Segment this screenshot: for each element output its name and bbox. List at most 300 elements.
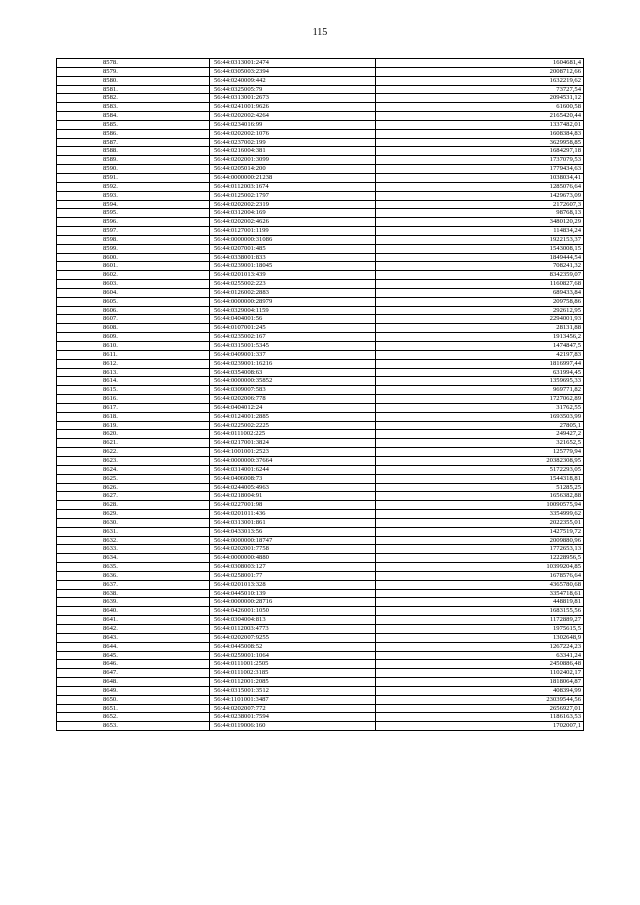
cadastral-number-cell: 56:44:0433013:56 bbox=[210, 527, 376, 536]
table-row bbox=[57, 403, 584, 412]
cadastral-number-cell: 56:44:0202007:9255 bbox=[210, 633, 376, 642]
cadastral-value-cell: 2022355,01 bbox=[376, 518, 584, 527]
cadastral-value-cell: 51285,25 bbox=[376, 483, 584, 492]
cadastral-number-cell: 56:44:0238001:7594 bbox=[210, 713, 376, 722]
cadastral-value-cell: 20382308,95 bbox=[376, 456, 584, 465]
cadastral-number-cell: 56:44:0241001:9626 bbox=[210, 103, 376, 112]
cadastral-number-cell: 56:44:0125002:1797 bbox=[210, 191, 376, 200]
table-row bbox=[57, 306, 584, 315]
row-number-cell: 8602. bbox=[57, 271, 210, 280]
cadastral-value-cell: 1779434,63 bbox=[376, 165, 584, 174]
cadastral-value-cell: 63341,24 bbox=[376, 651, 584, 660]
cadastral-number-cell: 56:44:0309007:583 bbox=[210, 386, 376, 395]
cadastral-value-cell: 2009880,96 bbox=[376, 536, 584, 545]
cadastral-value-cell: 1285076,64 bbox=[376, 182, 584, 191]
row-number-cell: 8586. bbox=[57, 129, 210, 138]
cadastral-value-cell: 1772653,13 bbox=[376, 545, 584, 554]
cadastral-number-cell: 56:44:0404001:56 bbox=[210, 315, 376, 324]
row-number-cell: 8642. bbox=[57, 625, 210, 634]
table-row bbox=[57, 235, 584, 244]
table-row bbox=[57, 182, 584, 191]
row-number-cell: 8621. bbox=[57, 439, 210, 448]
cadastral-value-cell: 3629958,85 bbox=[376, 138, 584, 147]
cadastral-number-cell: 56:44:0225002:2225 bbox=[210, 421, 376, 430]
row-number-cell: 8609. bbox=[57, 333, 210, 342]
cadastral-value-cell: 2172607,3 bbox=[376, 200, 584, 209]
cadastral-value-cell: 1604681,4 bbox=[376, 59, 584, 68]
table-row bbox=[57, 103, 584, 112]
row-number-cell: 8640. bbox=[57, 607, 210, 616]
table-row bbox=[57, 342, 584, 351]
table-row bbox=[57, 156, 584, 165]
table-row bbox=[57, 280, 584, 289]
table-row bbox=[57, 147, 584, 156]
cadastral-value-cell: 2656927,01 bbox=[376, 704, 584, 713]
table-row bbox=[57, 510, 584, 519]
cadastral-number-cell: 56:44:0305003:2394 bbox=[210, 67, 376, 76]
table-row bbox=[57, 580, 584, 589]
row-number-cell: 8633. bbox=[57, 545, 210, 554]
cadastral-number-cell: 56:44:0201011:436 bbox=[210, 510, 376, 519]
row-number-cell: 8580. bbox=[57, 76, 210, 85]
row-number-cell: 8623. bbox=[57, 456, 210, 465]
cadastral-number-cell: 56:44:0111002:3185 bbox=[210, 669, 376, 678]
cadastral-number-cell: 56:44:0329004:1159 bbox=[210, 306, 376, 315]
table-row bbox=[57, 67, 584, 76]
row-number-cell: 8610. bbox=[57, 342, 210, 351]
cadastral-number-cell: 56:44:0217001:3824 bbox=[210, 439, 376, 448]
cadastral-number-cell: 56:44:0313001:2474 bbox=[210, 59, 376, 68]
table-row bbox=[57, 297, 584, 306]
table-row bbox=[57, 430, 584, 439]
row-number-cell: 8644. bbox=[57, 642, 210, 651]
row-number-cell: 8579. bbox=[57, 67, 210, 76]
cadastral-value-cell: 1693503,99 bbox=[376, 412, 584, 421]
cadastral-value-cell: 2294001,93 bbox=[376, 315, 584, 324]
cadastral-value-cell: 1922153,37 bbox=[376, 235, 584, 244]
cadastral-value-cell: 209758,86 bbox=[376, 297, 584, 306]
row-number-cell: 8593. bbox=[57, 191, 210, 200]
cadastral-value-cell: 1683155,56 bbox=[376, 607, 584, 616]
row-number-cell: 8620. bbox=[57, 430, 210, 439]
cadastral-number-cell: 56:44:0000000:35852 bbox=[210, 377, 376, 386]
cadastral-number-cell: 56:44:0127001:1199 bbox=[210, 227, 376, 236]
table-row bbox=[57, 368, 584, 377]
cadastral-value-cell: 2008712,66 bbox=[376, 67, 584, 76]
cadastral-value-cell: 292612,95 bbox=[376, 306, 584, 315]
cadastral-value-cell: 1359695,33 bbox=[376, 377, 584, 386]
cadastral-number-cell: 56:44:0119006:160 bbox=[210, 722, 376, 731]
table-row bbox=[57, 112, 584, 121]
table-row bbox=[57, 386, 584, 395]
table-row bbox=[57, 678, 584, 687]
table-row bbox=[57, 642, 584, 651]
cadastral-value-cell: 98768,13 bbox=[376, 209, 584, 218]
cadastral-value-cell: 23039544,56 bbox=[376, 695, 584, 704]
cadastral-number-cell: 56:44:0000000:28716 bbox=[210, 598, 376, 607]
cadastral-number-cell: 56:44:0325005:79 bbox=[210, 85, 376, 94]
cadastral-value-cell: 1544318,81 bbox=[376, 474, 584, 483]
row-number-cell: 8628. bbox=[57, 501, 210, 510]
cadastral-number-cell: 56:44:0112003:4773 bbox=[210, 625, 376, 634]
cadastral-value-cell: 114834,24 bbox=[376, 227, 584, 236]
cadastral-number-cell: 56:44:0202006:778 bbox=[210, 395, 376, 404]
row-number-cell: 8614. bbox=[57, 377, 210, 386]
cadastral-value-cell: 1102402,17 bbox=[376, 669, 584, 678]
cadastral-value-cell: 1160827,68 bbox=[376, 280, 584, 289]
cadastral-number-cell: 56:44:0445010:139 bbox=[210, 589, 376, 598]
row-number-cell: 8581. bbox=[57, 85, 210, 94]
cadastral-number-cell: 56:44:0202002:1076 bbox=[210, 129, 376, 138]
cadastral-value-cell: 1975615,5 bbox=[376, 625, 584, 634]
row-number-cell: 8646. bbox=[57, 660, 210, 669]
cadastral-number-cell: 56:44:0202002:2319 bbox=[210, 200, 376, 209]
row-number-cell: 8626. bbox=[57, 483, 210, 492]
cadastral-value-cell: 1632219,62 bbox=[376, 76, 584, 85]
table-row bbox=[57, 324, 584, 333]
table-row bbox=[57, 554, 584, 563]
cadastral-value-cell: 73727,54 bbox=[376, 85, 584, 94]
cadastral-number-cell: 56:44:0201013:439 bbox=[210, 271, 376, 280]
table-row bbox=[57, 704, 584, 713]
cadastral-value-cell: 1172889,27 bbox=[376, 616, 584, 625]
table-row bbox=[57, 333, 584, 342]
cadastral-number-cell: 56:44:0409001:337 bbox=[210, 350, 376, 359]
table-row bbox=[57, 545, 584, 554]
table-row bbox=[57, 218, 584, 227]
cadastral-value-cell: 1737079,53 bbox=[376, 156, 584, 165]
table-row bbox=[57, 253, 584, 262]
cadastral-value-cell: 3354718,61 bbox=[376, 589, 584, 598]
row-number-cell: 8597. bbox=[57, 227, 210, 236]
cadastral-value-cell: 1038034,41 bbox=[376, 173, 584, 182]
row-number-cell: 8622. bbox=[57, 448, 210, 457]
cadastral-value-cell: 3354999,62 bbox=[376, 510, 584, 519]
cadastral-number-cell: 56:44:0202001:7758 bbox=[210, 545, 376, 554]
table-row bbox=[57, 412, 584, 421]
cadastral-value-cell: 61600,58 bbox=[376, 103, 584, 112]
row-number-cell: 8635. bbox=[57, 563, 210, 572]
row-number-cell: 8594. bbox=[57, 200, 210, 209]
table-row bbox=[57, 695, 584, 704]
table-row bbox=[57, 421, 584, 430]
cadastral-value-cell: 28131,88 bbox=[376, 324, 584, 333]
row-number-cell: 8585. bbox=[57, 120, 210, 129]
row-number-cell: 8598. bbox=[57, 235, 210, 244]
cadastral-number-cell: 56:44:0000000:31086 bbox=[210, 235, 376, 244]
row-number-cell: 8608. bbox=[57, 324, 210, 333]
cadastral-value-cell: 1684297,18 bbox=[376, 147, 584, 156]
row-number-cell: 8643. bbox=[57, 633, 210, 642]
cadastral-number-cell: 56:44:0126002:2883 bbox=[210, 288, 376, 297]
cadastral-number-cell: 56:44:0207001:485 bbox=[210, 244, 376, 253]
cadastral-number-cell: 56:44:0240009:442 bbox=[210, 76, 376, 85]
cadastral-value-cell: 408394,99 bbox=[376, 686, 584, 695]
row-number-cell: 8601. bbox=[57, 262, 210, 271]
cadastral-value-cell: 1267224,23 bbox=[376, 642, 584, 651]
cadastral-value-cell: 1913456,2 bbox=[376, 333, 584, 342]
row-number-cell: 8627. bbox=[57, 492, 210, 501]
cadastral-value-cell: 1727062,89 bbox=[376, 395, 584, 404]
cadastral-value-cell: 1427519,72 bbox=[376, 527, 584, 536]
table-body bbox=[57, 59, 584, 731]
table-row bbox=[57, 474, 584, 483]
cadastral-value-cell: 27805,1 bbox=[376, 421, 584, 430]
cadastral-number-cell: 56:44:0000000:18747 bbox=[210, 536, 376, 545]
row-number-cell: 8652. bbox=[57, 713, 210, 722]
table-row bbox=[57, 288, 584, 297]
cadastral-value-cell: 5172293,05 bbox=[376, 465, 584, 474]
table-row bbox=[57, 492, 584, 501]
table-row bbox=[57, 518, 584, 527]
table-row bbox=[57, 200, 584, 209]
cadastral-number-cell: 56:44:0445008:52 bbox=[210, 642, 376, 651]
cadastral-value-cell: 4365780,68 bbox=[376, 580, 584, 589]
cadastral-value-cell: 2165420,44 bbox=[376, 112, 584, 121]
row-number-cell: 8603. bbox=[57, 280, 210, 289]
cadastral-value-cell: 1608384,83 bbox=[376, 129, 584, 138]
table-row bbox=[57, 244, 584, 253]
cadastral-value-cell: 1543008,15 bbox=[376, 244, 584, 253]
cadastral-value-cell: 1849444,54 bbox=[376, 253, 584, 262]
cadastral-number-cell: 56:44:0235002:167 bbox=[210, 333, 376, 342]
table-row bbox=[57, 527, 584, 536]
row-number-cell: 8607. bbox=[57, 315, 210, 324]
cadastral-number-cell: 56:44:0338001:833 bbox=[210, 253, 376, 262]
table-row bbox=[57, 359, 584, 368]
cadastral-number-cell: 56:44:0237002:199 bbox=[210, 138, 376, 147]
table-row bbox=[57, 271, 584, 280]
row-number-cell: 8629. bbox=[57, 510, 210, 519]
cadastral-number-cell: 56:44:0201013:328 bbox=[210, 580, 376, 589]
row-number-cell: 8650. bbox=[57, 695, 210, 704]
cadastral-value-cell: 1429673,09 bbox=[376, 191, 584, 200]
row-number-cell: 8651. bbox=[57, 704, 210, 713]
row-number-cell: 8590. bbox=[57, 165, 210, 174]
cadastral-value-cell: 31762,55 bbox=[376, 403, 584, 412]
cadastral-value-cell: 42197,83 bbox=[376, 350, 584, 359]
table-row bbox=[57, 129, 584, 138]
row-number-cell: 8632. bbox=[57, 536, 210, 545]
table-row bbox=[57, 120, 584, 129]
cadastral-number-cell: 56:44:0111002:225 bbox=[210, 430, 376, 439]
cadastral-value-cell: 2094531,12 bbox=[376, 94, 584, 103]
cadastral-number-cell: 56:44:0239001:16216 bbox=[210, 359, 376, 368]
cadastral-value-cell: 631994,45 bbox=[376, 368, 584, 377]
cadastral-value-cell: 1302648,9 bbox=[376, 633, 584, 642]
row-number-cell: 8634. bbox=[57, 554, 210, 563]
cadastral-value-cell: 1816997,44 bbox=[376, 359, 584, 368]
table-row bbox=[57, 616, 584, 625]
cadastral-number-cell: 56:44:0202002:4626 bbox=[210, 218, 376, 227]
cadastral-value-cell: 8342359,07 bbox=[376, 271, 584, 280]
cadastral-value-cell: 689433,84 bbox=[376, 288, 584, 297]
table-row bbox=[57, 713, 584, 722]
cadastral-number-cell: 56:44:0313001:2673 bbox=[210, 94, 376, 103]
row-number-cell: 8605. bbox=[57, 297, 210, 306]
cadastral-value-cell: 1337482,01 bbox=[376, 120, 584, 129]
cadastral-number-cell: 56:44:0107001:245 bbox=[210, 324, 376, 333]
cadastral-value-cell: 12228956,5 bbox=[376, 554, 584, 563]
table-row bbox=[57, 633, 584, 642]
table-row bbox=[57, 598, 584, 607]
cadastral-number-cell: 56:44:0000000:37664 bbox=[210, 456, 376, 465]
row-number-cell: 8637. bbox=[57, 580, 210, 589]
row-number-cell: 8645. bbox=[57, 651, 210, 660]
row-number-cell: 8599. bbox=[57, 244, 210, 253]
table-row bbox=[57, 76, 584, 85]
row-number-cell: 8638. bbox=[57, 589, 210, 598]
row-number-cell: 8641. bbox=[57, 616, 210, 625]
cadastral-number-cell: 56:44:0000000:4880 bbox=[210, 554, 376, 563]
row-number-cell: 8611. bbox=[57, 350, 210, 359]
cadastral-number-cell: 56:44:1101001:3487 bbox=[210, 695, 376, 704]
cadastral-number-cell: 56:44:0216004:381 bbox=[210, 147, 376, 156]
row-number-cell: 8591. bbox=[57, 173, 210, 182]
row-number-cell: 8631. bbox=[57, 527, 210, 536]
cadastral-number-cell: 56:44:0354008:63 bbox=[210, 368, 376, 377]
table-row bbox=[57, 465, 584, 474]
table-row bbox=[57, 483, 584, 492]
table-row bbox=[57, 191, 584, 200]
cadastral-number-cell: 56:44:0244005:4963 bbox=[210, 483, 376, 492]
table-row bbox=[57, 686, 584, 695]
cadastral-number-cell: 56:44:0112003:1674 bbox=[210, 182, 376, 191]
row-number-cell: 8615. bbox=[57, 386, 210, 395]
table-row bbox=[57, 315, 584, 324]
cadastral-value-cell: 448819,81 bbox=[376, 598, 584, 607]
row-number-cell: 8639. bbox=[57, 598, 210, 607]
table-row bbox=[57, 173, 584, 182]
table-row bbox=[57, 138, 584, 147]
row-number-cell: 8582. bbox=[57, 94, 210, 103]
row-number-cell: 8649. bbox=[57, 686, 210, 695]
table-row bbox=[57, 501, 584, 510]
table-row bbox=[57, 722, 584, 731]
table-row bbox=[57, 660, 584, 669]
cadastral-value-cell: 1186163,53 bbox=[376, 713, 584, 722]
cadastral-number-cell: 56:44:0234016:99 bbox=[210, 120, 376, 129]
cadastral-number-cell: 56:44:0205014:200 bbox=[210, 165, 376, 174]
row-number-cell: 8616. bbox=[57, 395, 210, 404]
cadastral-value-cell: 1678576,64 bbox=[376, 571, 584, 580]
row-number-cell: 8584. bbox=[57, 112, 210, 121]
cadastral-value-cell: 1474847,5 bbox=[376, 342, 584, 351]
cadastral-number-cell: 56:44:0202007:772 bbox=[210, 704, 376, 713]
table-row bbox=[57, 59, 584, 68]
cadastral-value-cell: 10090575,94 bbox=[376, 501, 584, 510]
cadastral-value-table bbox=[56, 58, 584, 731]
cadastral-value-cell: 2450886,48 bbox=[376, 660, 584, 669]
row-number-cell: 8604. bbox=[57, 288, 210, 297]
row-number-cell: 8592. bbox=[57, 182, 210, 191]
table-row bbox=[57, 607, 584, 616]
row-number-cell: 8617. bbox=[57, 403, 210, 412]
table-row bbox=[57, 536, 584, 545]
cadastral-number-cell: 56:44:0258001:77 bbox=[210, 571, 376, 580]
cadastral-number-cell: 56:44:0111001:2505 bbox=[210, 660, 376, 669]
cadastral-number-cell: 56:44:0406008:73 bbox=[210, 474, 376, 483]
cadastral-number-cell: 56:44:0315001:3512 bbox=[210, 686, 376, 695]
table-row bbox=[57, 439, 584, 448]
row-number-cell: 8625. bbox=[57, 474, 210, 483]
table-row bbox=[57, 165, 584, 174]
row-number-cell: 8583. bbox=[57, 103, 210, 112]
cadastral-number-cell: 56:44:1001001:2523 bbox=[210, 448, 376, 457]
cadastral-number-cell: 56:44:0404012:24 bbox=[210, 403, 376, 412]
table-row bbox=[57, 227, 584, 236]
table-row bbox=[57, 669, 584, 678]
cadastral-value-cell: 1702007,1 bbox=[376, 722, 584, 731]
cadastral-number-cell: 56:44:0000000:21238 bbox=[210, 173, 376, 182]
row-number-cell: 8596. bbox=[57, 218, 210, 227]
table-row bbox=[57, 395, 584, 404]
cadastral-value-cell: 249427,2 bbox=[376, 430, 584, 439]
row-number-cell: 8589. bbox=[57, 156, 210, 165]
row-number-cell: 8612. bbox=[57, 359, 210, 368]
row-number-cell: 8606. bbox=[57, 306, 210, 315]
row-number-cell: 8618. bbox=[57, 412, 210, 421]
cadastral-number-cell: 56:44:0218004:91 bbox=[210, 492, 376, 501]
cadastral-number-cell: 56:44:0112001:2085 bbox=[210, 678, 376, 687]
table-row bbox=[57, 448, 584, 457]
row-number-cell: 8630. bbox=[57, 518, 210, 527]
table-row bbox=[57, 262, 584, 271]
row-number-cell: 8595. bbox=[57, 209, 210, 218]
table-row bbox=[57, 651, 584, 660]
row-number-cell: 8578. bbox=[57, 59, 210, 68]
cadastral-number-cell: 56:44:0313001:861 bbox=[210, 518, 376, 527]
row-number-cell: 8653. bbox=[57, 722, 210, 731]
cadastral-number-cell: 56:44:0255002:223 bbox=[210, 280, 376, 289]
table-row bbox=[57, 377, 584, 386]
cadastral-number-cell: 56:44:0227001:98 bbox=[210, 501, 376, 510]
cadastral-number-cell: 56:44:0239001:18045 bbox=[210, 262, 376, 271]
table-row bbox=[57, 571, 584, 580]
cadastral-value-cell: 969771,82 bbox=[376, 386, 584, 395]
cadastral-number-cell: 56:44:0312004:169 bbox=[210, 209, 376, 218]
cadastral-number-cell: 56:44:0259001:1064 bbox=[210, 651, 376, 660]
table-row bbox=[57, 94, 584, 103]
table-row bbox=[57, 209, 584, 218]
table-row bbox=[57, 563, 584, 572]
cadastral-value-cell: 10399204,85 bbox=[376, 563, 584, 572]
cadastral-number-cell: 56:44:0426001:1050 bbox=[210, 607, 376, 616]
cadastral-value-cell: 708241,32 bbox=[376, 262, 584, 271]
page-number: 115 bbox=[312, 27, 328, 38]
row-number-cell: 8619. bbox=[57, 421, 210, 430]
table-row bbox=[57, 85, 584, 94]
cadastral-value-cell: 1656382,88 bbox=[376, 492, 584, 501]
cadastral-number-cell: 56:44:0315001:5345 bbox=[210, 342, 376, 351]
cadastral-value-cell: 321652,5 bbox=[376, 439, 584, 448]
cadastral-number-cell: 56:44:0314001:6244 bbox=[210, 465, 376, 474]
cadastral-value-cell: 1818064,87 bbox=[376, 678, 584, 687]
cadastral-number-cell: 56:44:0304004:813 bbox=[210, 616, 376, 625]
row-number-cell: 8587. bbox=[57, 138, 210, 147]
cadastral-number-cell: 56:44:0202001:3099 bbox=[210, 156, 376, 165]
table-row bbox=[57, 456, 584, 465]
cadastral-value-cell: 3480120,29 bbox=[376, 218, 584, 227]
row-number-cell: 8624. bbox=[57, 465, 210, 474]
cadastral-number-cell: 56:44:0000000:28979 bbox=[210, 297, 376, 306]
cadastral-value-cell: 125779,94 bbox=[376, 448, 584, 457]
row-number-cell: 8588. bbox=[57, 147, 210, 156]
table-row bbox=[57, 589, 584, 598]
row-number-cell: 8636. bbox=[57, 571, 210, 580]
cadastral-number-cell: 56:44:0308003:127 bbox=[210, 563, 376, 572]
cadastral-number-cell: 56:44:0124001:2885 bbox=[210, 412, 376, 421]
